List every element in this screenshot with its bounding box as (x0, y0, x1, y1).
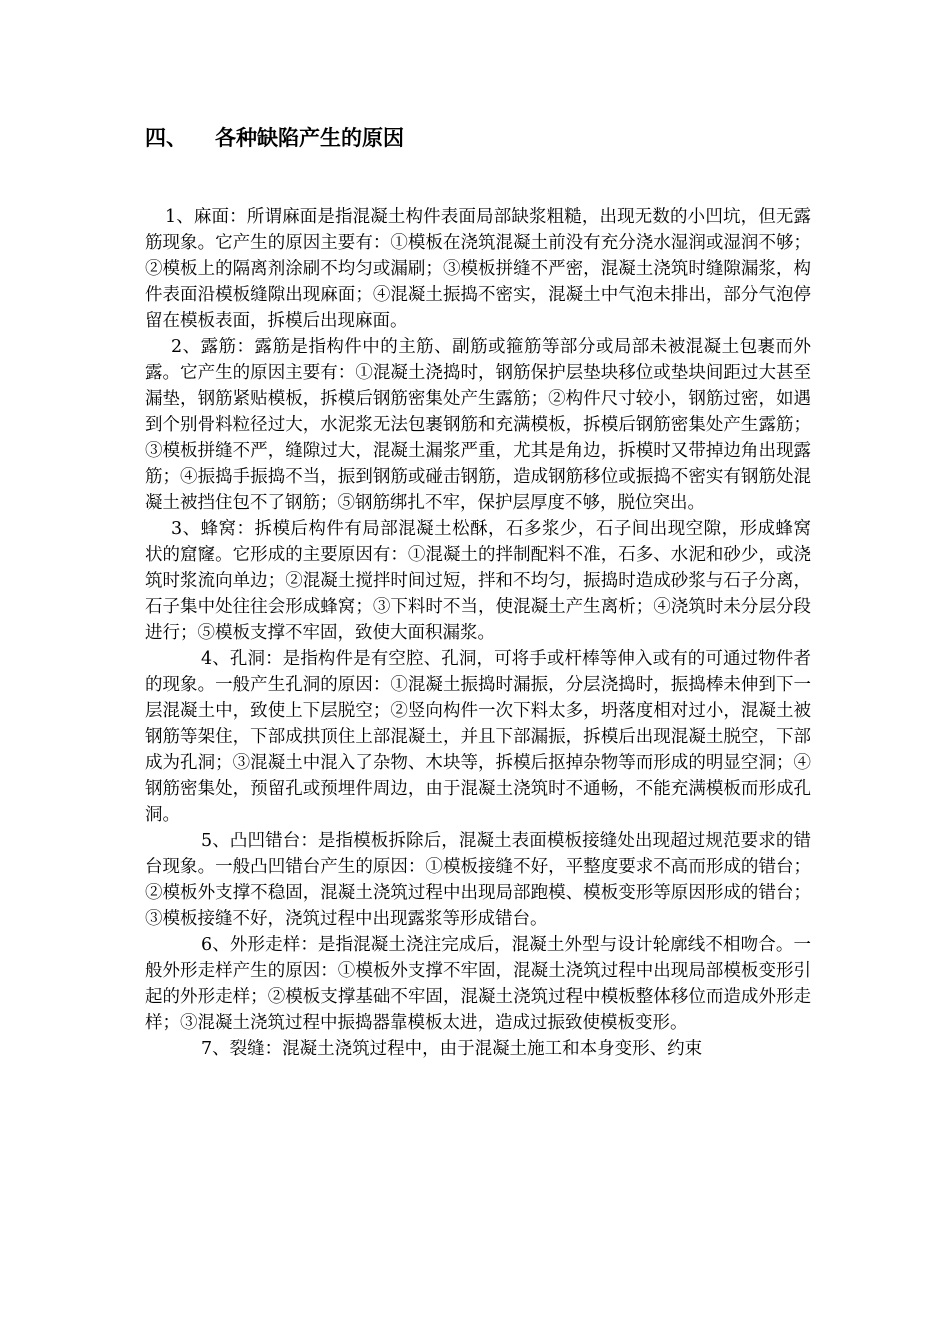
paragraph-cuotai: 5、凸凹错台：是指模板拆除后，混凝土表面模板接缝处出现超过规范要求的错台现象。一般凸凹错台产生的原因：①模板接缝不好，平整度要求不高而形成的错台；②模板外支撑不稳固，混凝土浇筑过程中出现局部跑模、模板变形等原因形成的错台；③模板接缝不好，浇筑过程中出现露浆等形成错台。 (145, 831, 811, 929)
paragraph-lujin: 2、露筋：露筋是指构件中的主筋、副筋或箍筋等部分或局部未被混凝土包裹而外露。它产生的原因主要有：①混凝土浇捣时，钢筋保护层垫块移位或垫块间距过大甚至漏垫，钢筋紧贴模板，拆模后钢筋密集处产生露筋；②构件尺寸较小，钢筋过密，如遇到个别骨料粒径过大，水泥浆无法包裹钢筋和充满模板，拆模后钢筋密集处产生露筋；③模板拼缝不严，缝隙过大，混凝土漏浆严重，尤其是角边，拆模时又带掉边角出现露筋；④振捣手振捣不当，振到钢筋或碰击钢筋，造成钢筋移位或振捣不密实有钢筋处混凝土被挡住包不了钢筋；⑤钢筋绑扎不牢，保护层厚度不够，脱位突出。 (145, 337, 811, 513)
section-number: 四、 (145, 126, 187, 150)
body-text (145, 204, 811, 1062)
paragraph-kongdong: 4、孔洞：是指构件是有空腔、孔洞，可将手或杆棒等伸入或有的可通过物件者的现象。一般产生孔洞的原因：①混凝土振捣时漏振，分层浇捣时，振捣棒未伸到下一层混凝土中，致使上下层脱空；②竖向构件一次下料太多，坍落度相对过小，混凝土被钢筋等架住，下部成拱顶住上部混凝土，并且下部漏振，拆模后出现混凝土脱空，下部成为孔洞；③混凝土中混入了杂物、木块等，拆模后抠掉杂物等而形成的明显空洞；④钢筋密集处，预留孔或预埋件周边，由于混凝土浇筑时不通畅，不能充满模板而形成孔洞。 (145, 649, 811, 825)
section-heading (145, 124, 404, 152)
paragraph-fengwo: 3、蜂窝：拆模后构件有局部混凝土松酥，石多浆少，石子间出现空隙，形成蜂窝状的窟窿。它形成的主要原因有：①混凝土的拌制配料不准，石多、水泥和砂少，或浇筑时浆流向单边；②混凝土搅拌时间过短，拌和不均匀，振捣时造成砂浆与石子分离，石子集中处往往会形成蜂窝；③下料时不当，使混凝土产生离析；④浇筑时未分层分段进行；⑤模板支撑不牢固，致使大面积漏浆。 (145, 519, 811, 643)
paragraph-mamian: 1、麻面：所谓麻面是指混凝土构件表面局部缺浆粗糙，出现无数的小凹坑，但无露筋现象。它产生的原因主要有：①模板在浇筑混凝土前没有充分浇水湿润或湿润不够；②模板上的隔离剂涂刷不均匀或漏刷；③模板拼缝不严密，混凝土浇筑时缝隙漏浆，构件表面沿模板缝隙出现麻面；④混凝土振捣不密实，混凝土中气泡未排出，部分气泡停留在模板表面，拆模后出现麻面。 (145, 207, 811, 331)
paragraph-liefeng: 7、裂缝：混凝土浇筑过程中，由于混凝土施工和本身变形、约束 (201, 1039, 703, 1059)
section-title: 各种缺陷产生的原因 (215, 126, 404, 150)
paragraph-waixing: 6、外形走样：是指混凝土浇注完成后，混凝土外型与设计轮廓线不相吻合。一般外形走样产生的原因：①模板外支撑不牢固，混凝土浇筑过程中出现局部模板变形引起的外形走样；②模板支撑基础不牢固，混凝土浇筑过程中模板整体移位而造成外形走样；③混凝土浇筑过程中振捣器靠模板太进，造成过振致使模板变形。 (145, 935, 811, 1033)
